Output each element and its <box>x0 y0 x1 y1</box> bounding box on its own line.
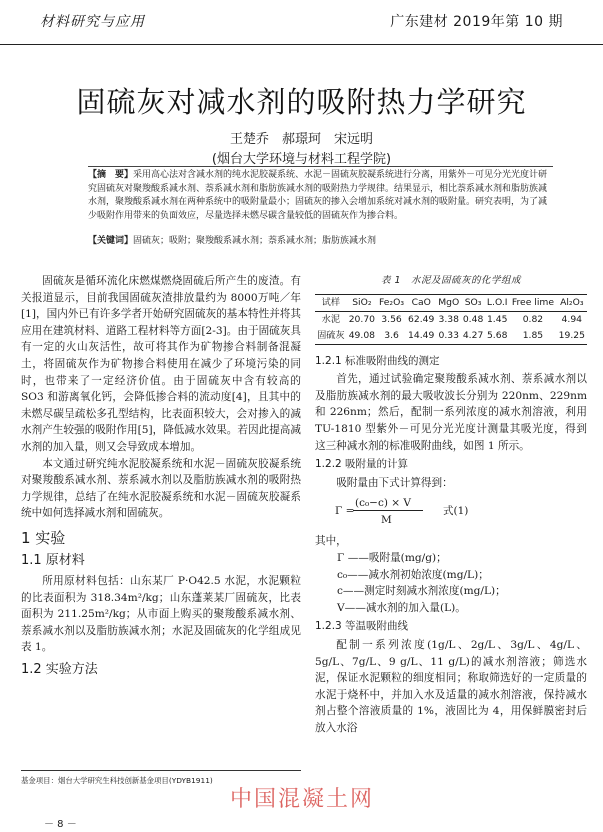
formula-denominator: M <box>381 514 392 527</box>
table-cell: 20.70 <box>348 313 376 325</box>
abstract-label: 【摘 要】 <box>88 170 134 180</box>
subsection-heading-adsorption-calc: 1.2.2 吸附量的计算 <box>315 458 409 471</box>
abstract <box>88 166 553 223</box>
funding-footnote: 基金项目：烟台大学研究生科技创新基金项目(YDYB1911) <box>21 770 301 786</box>
subsection-heading-materials: 1.1 原材料 <box>21 552 85 568</box>
abstract-text: 采用高心法对含减水剂的纯水泥胶凝系统、水泥－固硫灰胶凝系统进行分离，用紫外－可见分光光度计研究固硫灰对聚羧酸系减水剂、萘系减水剂和脂肪族减水剂的吸附热力学规律。结果显示，相比萘系减水剂和脂肪族减水剂，聚羧酸系减水剂在两种系统中的吸附量最小；固硫灰的掺入会增加系统对减水剂的吸附量。研究表明，为了减少吸附作用带来的负面效应，尽量选择未燃尽碳含量较低的固硫灰作为掺合料。 <box>88 170 548 221</box>
table-cell: 4.27 <box>462 329 484 341</box>
formula-intro: 吸附量由下式计算得到： <box>336 476 453 489</box>
formula-where: 其中， <box>315 535 347 548</box>
table-cell: 3.38 <box>438 313 459 325</box>
subsection-heading-standard-curve: 1.2.1 标准吸附曲线的测定 <box>315 354 440 367</box>
formula-lhs: Γ = <box>335 505 355 518</box>
table-cell: 62.49 <box>408 313 435 325</box>
table-cell: 1.45 <box>486 313 508 325</box>
affiliation: (烟台大学环境与材料工程学院) <box>211 152 392 167</box>
authors: 王楚乔 郝璟珂 宋远明 <box>229 132 373 147</box>
definition-line: c₀——减水剂初始浓度(mg/L)； <box>337 568 489 581</box>
table-cell: 14.49 <box>408 329 435 341</box>
definition-line: Γ ——吸附量(mg/g)； <box>337 551 447 564</box>
table-header-cell: CaO <box>411 296 431 308</box>
table-cell: 1.85 <box>522 329 544 341</box>
subsection-heading-isotherm: 1.2.3 等温吸附曲线 <box>315 620 409 633</box>
table-body <box>315 311 587 344</box>
left-column <box>21 273 301 683</box>
journal-issue: 广东建材 2019年第 10 期 <box>390 14 563 30</box>
table-header-cell: SO₃ <box>464 296 482 308</box>
table-cell: 0.48 <box>462 313 484 325</box>
table-cell: 固硫灰 <box>317 329 345 341</box>
table-row <box>315 311 587 328</box>
table-header-cell: Fe₂O₃ <box>379 296 405 308</box>
formula-numerator: (c₀−c) × V <box>355 497 412 510</box>
table-header-row <box>315 294 587 311</box>
paper-title: 固硫灰对减水剂的吸附热力学研究 <box>76 85 527 119</box>
table-cell: 3.56 <box>381 313 402 325</box>
table-header-cell: Free lime <box>511 296 554 308</box>
table-cell: 4.94 <box>561 313 583 325</box>
definition-line: V——减水剂的加入量(L)。 <box>337 601 466 614</box>
isotherm-paragraph: 配制一系列浓度(1g/L、2g/L、3g/L、4g/L、5g/L、7g/L、9 g/L、11 g/L)的减水剂溶液；筛选水泥，保证水泥颗粒的细度相同；称取筛选好的一定质量的水泥于烧杯中，并加入水及适量的减水剂溶液，保持减水剂占整个溶液质量的 1%，液固比为 4，用保鲜膜密封后放入水浴 <box>315 638 587 734</box>
formula-tag: 式(1) <box>443 505 469 518</box>
table-cell: 3.6 <box>384 329 399 341</box>
subsection-heading-methods: 1.2 实验方法 <box>21 662 98 678</box>
intro-paragraph-1: 固硫灰是循环流化床燃煤燃烧固硫后所产生的废渣。有关报道显示，目前我国固硫灰渣排放量约为 8000万吨／年[1]，国内外已有许多学者开始研究固硫灰的基本特性并将其应用在建筑材料、道路工程材料等方面[2-3]。由于固硫灰具有一定的火山灰活性，故可将其作为矿物掺合料制备混凝土，将固硫灰作为矿物掺合料使用在减少了环境污染的同时，也带来了一定经济价值。由于固硫灰中含有较高的 SO3 和游离氧化钙，会降低掺合料的流动度[4]，且其中的未燃尽碳呈疏松多孔型结构，比表面积较大，会对掺入的减水剂产生较强的吸附作用[5]，降低减水效果。若因此提高减水剂的加入量，则又会导致成本增加。 <box>21 275 301 453</box>
table-caption: 表 1 水泥及固硫灰的化学组成 <box>380 275 522 286</box>
intro-paragraph-2: 本文通过研究纯水泥胶凝系统和水泥－固硫灰胶凝系统对聚羧酸系减水剂、萘系减水剂以及脂肪族减水剂的吸附热力学规律，总结了在纯水泥胶凝系统和水泥－固硫灰胶凝系统中如何选择减水剂和固硫灰。 <box>21 457 301 520</box>
table-cell: 0.33 <box>438 329 459 341</box>
table-cell: 水泥 <box>321 313 341 325</box>
table-row <box>315 328 587 345</box>
table-cell: 0.82 <box>522 313 544 325</box>
table-header-cell: L.O.I <box>486 296 508 308</box>
fraction-bar <box>353 510 423 511</box>
table-header-cell: Al₂O₃ <box>560 296 584 308</box>
running-header <box>0 0 603 45</box>
keywords-label: 【关键词】 <box>88 236 134 246</box>
table-cell: 49.08 <box>348 329 376 341</box>
standard-curve-paragraph: 首先，通过试验确定聚羧酸系减水剂、萘系减水剂以及脂肪族减水剂的最大吸收波长分别为 220nm、229nm 和 226nm；然后，配制一系列浓度的减水剂溶液，利用 TU-1810 型紫外－可见分光光度计测量其吸光度，得到这三种减水剂的标准吸附曲线，如图 1 所示。 <box>315 373 587 452</box>
section-heading-experiment: 1 实验 <box>21 528 66 547</box>
chemical-composition-table <box>315 294 587 345</box>
table-cell: 5.68 <box>486 329 508 341</box>
table-header-cell: SiO₂ <box>352 296 372 308</box>
materials-paragraph: 所用原材料包括：山东某厂 P·O42.5 水泥，水泥颗粒的比表面积为 318.34m²/kg；山东蓬莱某厂固硫灰，比表面积为 211.25m²/kg；从市面上购买的聚羧酸系减水剂、萘系减水剂以及脂肪族减水剂；水泥及固硫灰的化学组成见表 1。 <box>21 575 301 654</box>
adsorption-formula <box>315 493 587 531</box>
table-header-cell: 试样 <box>321 296 341 308</box>
keywords <box>88 235 553 248</box>
definition-line: c——测定时刻减水剂浓度(mg/L)； <box>337 585 506 598</box>
page-number: － 8 － <box>44 819 77 830</box>
keywords-text: 固硫灰；吸附；聚羧酸系减水剂；萘系减水剂；脂肪族减水剂 <box>133 236 377 246</box>
table-header-cell: MgO <box>438 296 460 308</box>
right-column <box>315 273 587 736</box>
table-cell: 19.25 <box>558 329 585 341</box>
site-watermark: 中国混凝土网 <box>230 787 375 812</box>
journal-section: 材料研究与应用 <box>40 14 145 30</box>
variable-definitions <box>315 550 587 616</box>
